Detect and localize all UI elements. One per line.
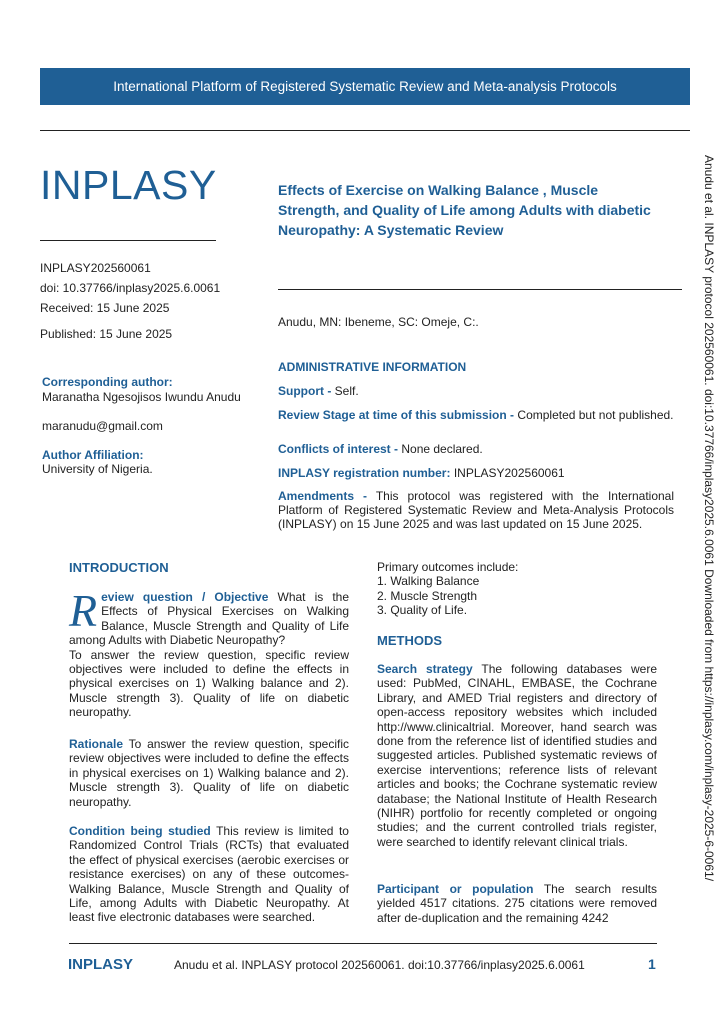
inplasy-id: INPLASY202560061 [40, 261, 151, 275]
conflicts-key: Conflicts of interest - [278, 442, 399, 456]
admin-registration [278, 466, 674, 480]
corresponding-email[interactable]: maranudu@gmail.com [42, 419, 163, 433]
admin-conflicts [278, 442, 674, 456]
footer-citation: Anudu et al. INPLASY protocol 202560061. doi:10.37766/inplasy2025.6.0061 [174, 958, 585, 972]
stage-value: Completed but not published. [514, 408, 674, 422]
footer-brand: INPLASY [68, 956, 134, 973]
corresponding-label: Corresponding author: [42, 375, 173, 389]
search-key: Search strategy [377, 662, 473, 676]
outcomes-block [377, 560, 657, 618]
condition-key: Condition being studied [69, 824, 211, 838]
registration-value: INPLASY202560061 [450, 466, 565, 480]
admin-heading: ADMINISTRATIVE INFORMATION [278, 360, 467, 374]
amendments-key: Amendments - [278, 489, 368, 503]
amendments-value: This protocol was registered with the International Platform of Registered Systematic Review and Meta-Analysis Protocols (INPLASY) on 15 June 2025 and was last updated on 15 June 2025. [278, 489, 674, 531]
rationale-value: To answer the review question, specific review objectives were included to define the effects in physical exercises on 1) Walking balance and 2). Muscle strength 3). Quality of life on diabetic neuropathy. [69, 737, 349, 809]
introduction-heading: INTRODUCTION [69, 560, 169, 575]
review-question-key: eview question / Objective [101, 590, 269, 604]
intro-review-question [69, 585, 350, 720]
header-banner: International Platform of Registered Systematic Review and Meta-analysis Protocols [40, 68, 690, 105]
outcome-item: 1. Walking Balance [377, 574, 480, 589]
page-number: 1 [648, 956, 656, 972]
search-value: The following databases were used: PubMed, CINAHL, EMBASE, the Cochrane Library, and AMED Trial registers and directory of open-access repository websites which included http://www.clinicaltrial. Moreover, hand search was done from the reference list of identified studies and suggested articles. Published systematic reviews of exercise interventions; reference lists of relevant articles and books; the Cochrane systematic review database; the National Institute of Health Research (NIHR) portfolio for recently completed or ongoing studies; and the current controlled trials register, were searched to identify relevant clinical trials. [377, 662, 657, 849]
methods-search [377, 662, 657, 849]
participant-key: Participant or population [377, 882, 534, 896]
rationale-key: Rationale [69, 737, 124, 751]
outcome-item: 3. Quality of Life. [377, 603, 468, 618]
published-date: Published: 15 June 2025 [40, 327, 173, 341]
affiliation-value: University of Nigeria. [42, 462, 153, 476]
support-value: Self. [331, 384, 359, 398]
footer-rule [69, 943, 657, 944]
intro-condition [69, 824, 349, 925]
registration-key: INPLASY registration number: [278, 466, 451, 480]
affiliation-label: Author Affiliation: [42, 448, 144, 462]
participant-value: The search results yielded 4517 citations. 275 citations were removed after de-duplication and the remaining 4242 [377, 882, 657, 925]
methods-participant [377, 882, 657, 925]
intro-rationale [69, 737, 349, 809]
support-key: Support - [278, 384, 332, 398]
corresponding-name: Maranatha Ngesojisos Iwundu Anudu [42, 390, 241, 404]
stage-key: Review Stage at time of this submission - [278, 408, 515, 422]
admin-support [278, 384, 674, 398]
brand-rule [40, 240, 216, 241]
condition-value: This review is limited to Randomized Control Trials (RCTs) that evaluated the effect of physical exercises (aerobic exercises or resistance exercises) on any of these outcomes- Walking Balance, Muscle Strength and Quality of Life, among Adults with Diabetic Neuropathy. At least five electronic databases were searched. [69, 824, 349, 925]
authors: Anudu, MN: Ibeneme, SC: Omeje, C:. [278, 315, 479, 329]
review-question-value: What is the Effects of Physical Exercises on Walking Balance, Muscle Strength and Quality of Life among Adults with Diabetic Neuropathy? [69, 590, 350, 648]
article-title: Effects of Exercise on Walking Balance , Muscle Strength, and Quality of Life among Adults with diabetic Neuropathy: A Systematic Review [278, 182, 651, 238]
dropcap: R [69, 585, 98, 636]
brand-logo: INPLASY [40, 162, 217, 208]
admin-stage [278, 408, 674, 422]
conflicts-value: None declared. [398, 442, 483, 456]
outcome-item: 2. Muscle Strength [377, 588, 478, 603]
admin-amendments [278, 489, 674, 531]
title-rule [278, 289, 682, 290]
outcomes-intro: Primary outcomes include: [377, 560, 519, 574]
side-citation: Anudu et al. INPLASY protocol 202560061. doi:10.37766/inplasy2025.6.0061 Downloaded from https://inplasy.com/inplasy-2025-6-0061/ [702, 155, 716, 882]
methods-heading: METHODS [377, 633, 442, 648]
doi[interactable]: doi: 10.37766/inplasy2025.6.0061 [40, 281, 221, 295]
received-date: Received: 15 June 2025 [40, 301, 170, 315]
review-question-more: To answer the review question, specific review objectives were included to define the effects in physical exercises on 1) Walking balance and 2). Muscle strength 3). Quality of life on diabetic neuropathy. [69, 647, 349, 720]
header-rule [40, 130, 690, 131]
